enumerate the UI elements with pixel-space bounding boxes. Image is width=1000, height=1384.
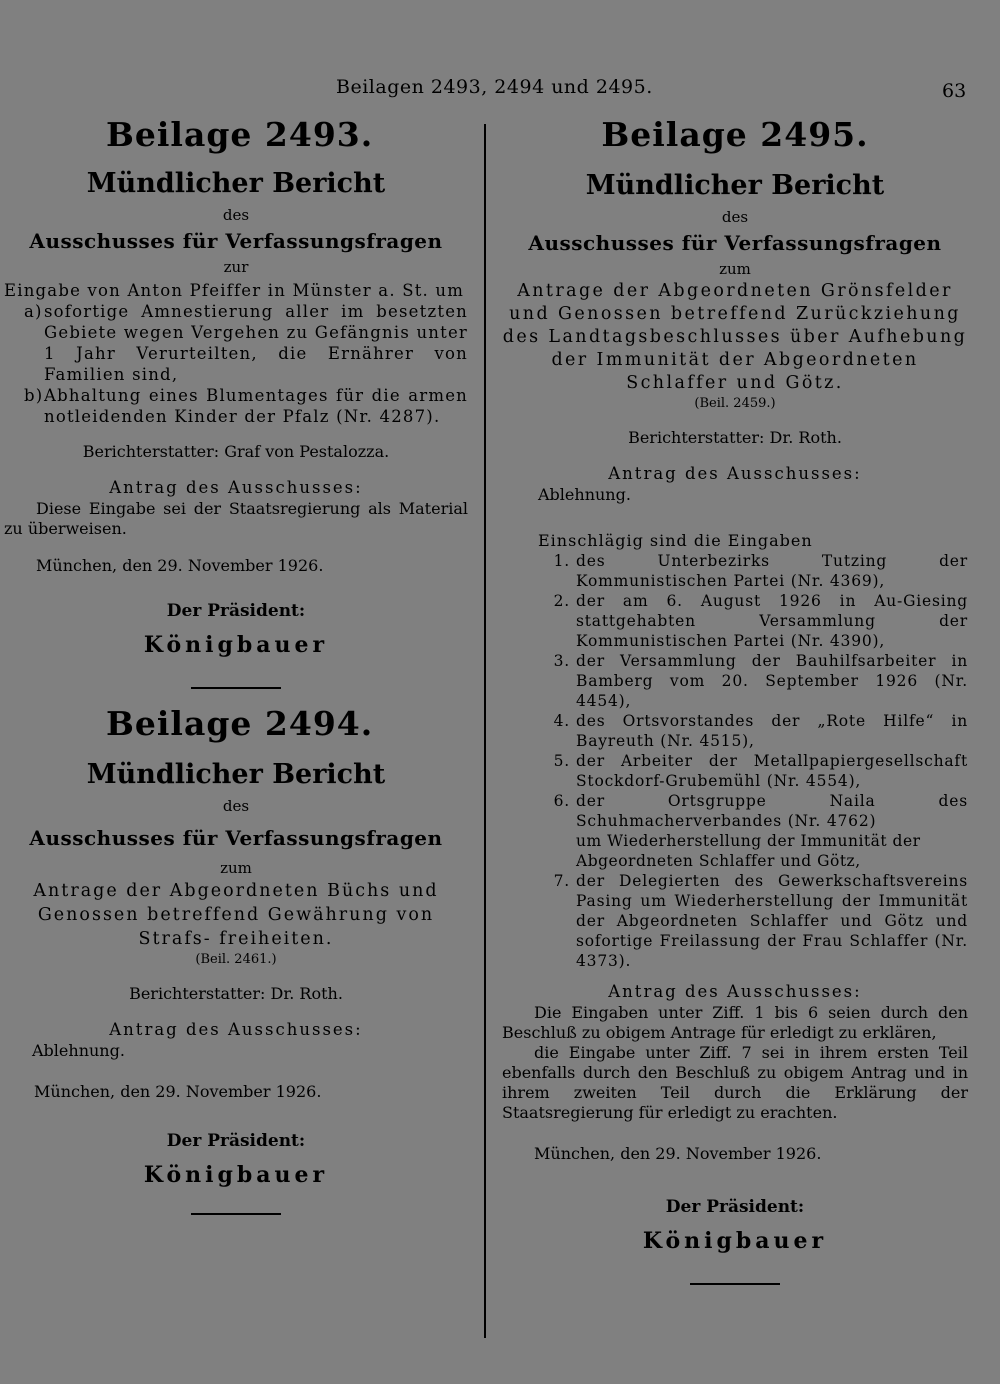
reporter: Berichterstatter: Dr. Roth. [628, 428, 842, 447]
running-title: Beilagen 2493, 2494 und 2495. [336, 76, 653, 98]
committee-name: Ausschusses für Verfassungsfragen [528, 231, 942, 255]
motion-text-a: Die Eingaben unter Ziff. 1 bis 6 seien durch den Beschluß zu obigem Antrage für erledigt zu erklären, [502, 1003, 968, 1042]
item-number: 7. [553, 872, 570, 890]
report-title: Mündlicher Bericht [86, 759, 386, 790]
signer-name: Königbauer [642, 1228, 828, 1254]
motion-text-b: die Eingabe unter Ziff. 7 sei in ihrem ersten Teil ebenfalls durch den Beschluß zu obigem Antrag und in ihrem zweiten Teil durch die Erklärung der Staatsregierung für erledigt zu erachten. [502, 1043, 968, 1122]
motion-intro: Antrage der Abgeordneten Büchs und Genossen betreffend Gewährung von Strafs- freiheiten. [33, 881, 439, 949]
report-title: Mündlicher Bericht [585, 170, 885, 201]
article-zur: zur [223, 258, 249, 276]
list-item [502, 751, 968, 791]
item-number: 2. [553, 592, 570, 610]
motion-intro: Antrage der Abgeordneten Grönsfelder und Genossen betreffend Zurückziehung des Landtagsbeschlusses über Aufhebung der Immunität der Abgeordneten Schlaffer und Götz. [502, 281, 968, 393]
report-title: Mündlicher Bericht [86, 168, 386, 199]
supplement-2495 [502, 112, 968, 1285]
committee-name: Ausschusses für Verfassungsfragen [29, 229, 443, 253]
item-text: der Delegierten des Gewerkschaftsvereins Pasing um Wiederherstellung der Immunität der Abgeordneten Schlaffer und Götz und sofortige Freilassung der Frau Schlaffer (Nr. 4373). [576, 872, 968, 970]
item-a [4, 301, 468, 385]
motion-heading-2: Antrag des Ausschusses: [608, 982, 862, 1001]
item-text: der Versammlung der Bauhilfsarbeiter in Bamberg vom 20. September 1926 (Nr. 4454), [576, 652, 968, 710]
motion-text: Ablehnung. [32, 1041, 125, 1060]
list-item [502, 651, 968, 711]
article-des: des [721, 208, 749, 226]
reporter: Berichterstatter: Dr. Roth. [129, 984, 343, 1003]
petitions-intro: Einschlägig sind die Eingaben [538, 531, 813, 550]
column-divider [484, 124, 486, 1338]
signer-name: Königbauer [143, 632, 329, 658]
petition-intro: Eingabe von Anton Pfeiffer in Münster a. St. um [4, 281, 465, 300]
list-item [502, 791, 968, 831]
petitions-note: um Wiederherstellung der Immunität der Abgeordneten Schlaffer und Götz, [576, 832, 921, 870]
page-header [0, 76, 1000, 104]
date-line: München, den 29. November 1926. [534, 1144, 822, 1163]
item-number: 6. [553, 792, 570, 810]
date-line: München, den 29. November 1926. [34, 1082, 322, 1101]
supplement-title: Beilage 2493. [106, 115, 374, 154]
right-column [502, 112, 968, 1297]
section-separator [690, 1283, 780, 1285]
date-line: München, den 29. November 1926. [36, 556, 324, 575]
article-zum: zum [220, 859, 252, 877]
article-des: des [222, 797, 250, 815]
motion-text: Diese Eingabe sei der Staatsregierung als Material zu überweisen. [4, 499, 468, 538]
president-label: Der Präsident: [166, 1131, 306, 1151]
item-number: 5. [553, 752, 570, 770]
reference: (Beil. 2461.) [195, 952, 277, 967]
left-column [4, 112, 468, 1227]
signer-name: Königbauer [143, 1162, 329, 1188]
item-b [4, 385, 468, 427]
item-a-mark: a) [24, 302, 43, 321]
item-text: der am 6. August 1926 in Au-Giesing stattgehabten Versammlung der Kommunistischen Partei (Nr. 4390), [576, 592, 968, 650]
motion-heading: Antrag des Ausschusses: [109, 478, 363, 497]
committee-name: Ausschusses für Verfassungsfragen [29, 826, 443, 850]
item-a-text: sofortige Amnestierung aller im besetzten Gebiete wegen Vergehen zu Gefängnis unter 1 Jahr Verurteilten, die Ernährer von Familien sind, [44, 302, 468, 384]
item-text: der Arbeiter der Metallpapiergesellschaft Stockdorf-Grubemühl (Nr. 4554), [576, 752, 968, 790]
supplement-2494 [4, 701, 468, 1215]
item-number: 4. [553, 712, 570, 730]
item-text: der Ortsgruppe Naila des Schuhmacherverbandes (Nr. 4762) [576, 792, 968, 830]
section-separator [191, 687, 281, 689]
reference: (Beil. 2459.) [694, 396, 776, 411]
president-label: Der Präsident: [166, 601, 306, 621]
list-item [502, 551, 968, 591]
list-item [502, 871, 968, 971]
supplement-2493 [4, 112, 468, 661]
motion-heading: Antrag des Ausschusses: [109, 1020, 363, 1039]
item-text: des Unterbezirks Tutzing der Kommunistischen Partei (Nr. 4369), [576, 552, 968, 590]
president-label: Der Präsident: [665, 1197, 805, 1217]
item-b-text: Abhaltung eines Blumentages für die armen notleidenden Kinder der Pfalz (Nr. 4287). [44, 386, 468, 426]
item-text: des Ortsvorstandes der „Rote Hilfe“ in Bayreuth (Nr. 4515), [576, 712, 968, 750]
list-item [502, 591, 968, 651]
reporter: Berichterstatter: Graf von Pestalozza. [82, 442, 390, 461]
petition-list [502, 551, 968, 971]
motion-text: Ablehnung. [538, 485, 631, 504]
supplement-title: Beilage 2494. [106, 704, 374, 743]
page-number: 63 [942, 80, 967, 102]
item-b-mark: b) [24, 386, 44, 405]
article-zum: zum [719, 260, 751, 278]
item-number: 1. [553, 552, 570, 570]
supplement-title: Beilage 2495. [601, 115, 869, 154]
article-des: des [222, 206, 250, 224]
item-number: 3. [553, 652, 570, 670]
list-item [502, 711, 968, 751]
section-separator [191, 1213, 281, 1215]
motion-heading: Antrag des Ausschusses: [608, 464, 862, 483]
